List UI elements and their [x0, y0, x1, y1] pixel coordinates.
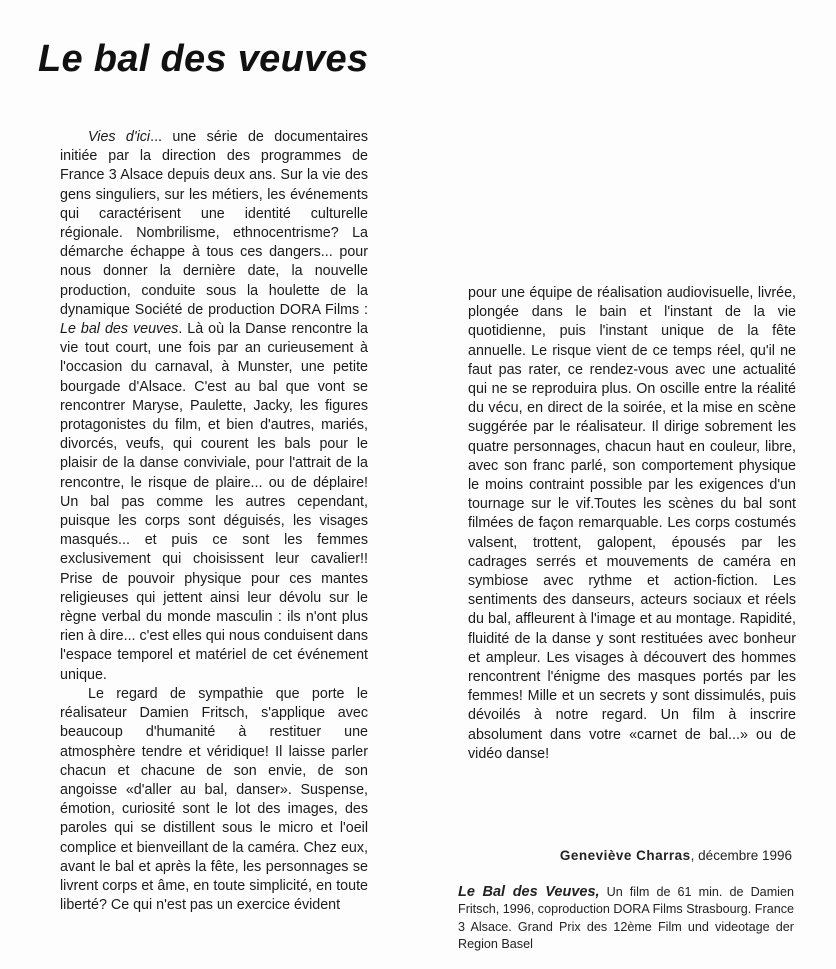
right-paragraph: pour une équipe de réalisation audiovisuelle, livrée, plongée dans le bain et l'instant de la vie quotidienne, puis l'instant unique de la fête annuelle. Le risque vient de ce temps réel, qu'il ne faut pas rater, ce rendez-vous avec une actualité qui ne se reproduira plus. On oscille entre la réalité du vécu, en direct de la soirée, et la mise en scène suggérée par le réalisateur. Il dirige sobrement les quatre personnages, chacun haut en couleur, libre, avec son franc parlé, son comportement physique le moins contraint possible par les exigences d'un tournage sur le vif.Toutes les scènes du bal sont filmées de façon remarquable. Les corps costumés valsent, trottent, galopent, épousés par les cadrages serrés et mouvements de caméra en symbiose avec rythme et action-fiction. Les sentiments des danseurs, acteurs sociaux et réels du bal, affleurent à l'image et au montage. Rapidité, fluidité de la danse y sont restituées avec bonheur et ampleur. Les visages à découvert des hommes rencontrent l'énigme des masques portés par les femmes! Mille et un secrets y sont dissimulés, puis dévoilés à notre regard. Un film à inscrire absolument dans votre «carnet de bal...» ou de vidéo danse! — [468, 285, 796, 762]
left-paragraph-1 — [60, 128, 368, 685]
article-title: Le bal des veuves — [38, 38, 369, 80]
credits-film-title: Le Bal des Veuves, — [458, 884, 600, 900]
film-title-inline: Le bal des veuves — [60, 321, 179, 338]
author-name: Geneviève Charras — [559, 848, 691, 863]
left-paragraph-2: Le regard de sympathie que porte le réalisateur Damien Fritsch, s'applique avec beaucoup d'humanité à restituer une atmosphère tendre et véridique! Il laisse parler chacun et chacune de son envie, de son angoisse «d'aller au bal, danser». Suspense, émotion, curiosité sont le lot des images, des paroles qui se distillent sous le micro et l'oeil complice et bienveillant de la caméra. Chez eux, avant le bal et après la fête, les personnages se livrent corps et âme, en toute simplicité, en toute liberté? Ce qui n'est pas un exercice évident — [60, 685, 368, 914]
left-paragraph-1-text-b: . Là où la Danse rencontre la vie tout court, une fois par an curieusement à l'occasion du carnaval, à Munster, une petite bourgade d'Alsace. C'est au bal que vont se rencontrer Maryse, Paulette, Jacky, les figures protagonistes du film, et bien d'autres, mariés, divorcés, veufs, qui courent les bals pour le plaisir de la danse conviviale, pour l'attrait de la rencontre, le risque de plaire... ou de déplaire! Un bal pas comme les autres cependant, puisque les corps sont déguisés, les visages masqués... et puis ce sont les femmes exclusivement qui choisissent leur cavalier!! Prise de pouvoir physique pour ces mantes religieuses qui jettent ainsi leur dévolu sur le règne verbal du monde masculin : ils n'ont plus rien à dire... c'est elles qui nous conduisent dans l'espace temporel et matériel de cet événement unique. — [60, 321, 369, 683]
right-column — [468, 284, 796, 764]
series-name: Vies d'ici — [88, 129, 151, 145]
signature — [468, 848, 792, 863]
credits-text: Un film de 61 min. de Damien Fritsch, 1996, coproduction DORA Films Strasbourg. France 3 Alsace. Grand Prix des 12ème Film und videotage der Region Basel — [458, 885, 794, 952]
film-credits — [458, 884, 794, 954]
left-column — [60, 128, 368, 915]
left-paragraph-1-text-a: ... une série de documentaires initiée par la direction des programmes de France 3 Alsace depuis deux ans. Sur la vie des gens singuliers, sur les métiers, les événements qui caractérisent une identité culturelle régionale. Nombrilisme, ethnocentrisme? La démarche échappe à tous ces dangers... pour nous donner la dernière date, la nouvelle production, conduite sous la houlette de la dynamique Société de production DORA Films : — [60, 129, 368, 318]
signature-date: , décembre 1996 — [690, 848, 792, 863]
